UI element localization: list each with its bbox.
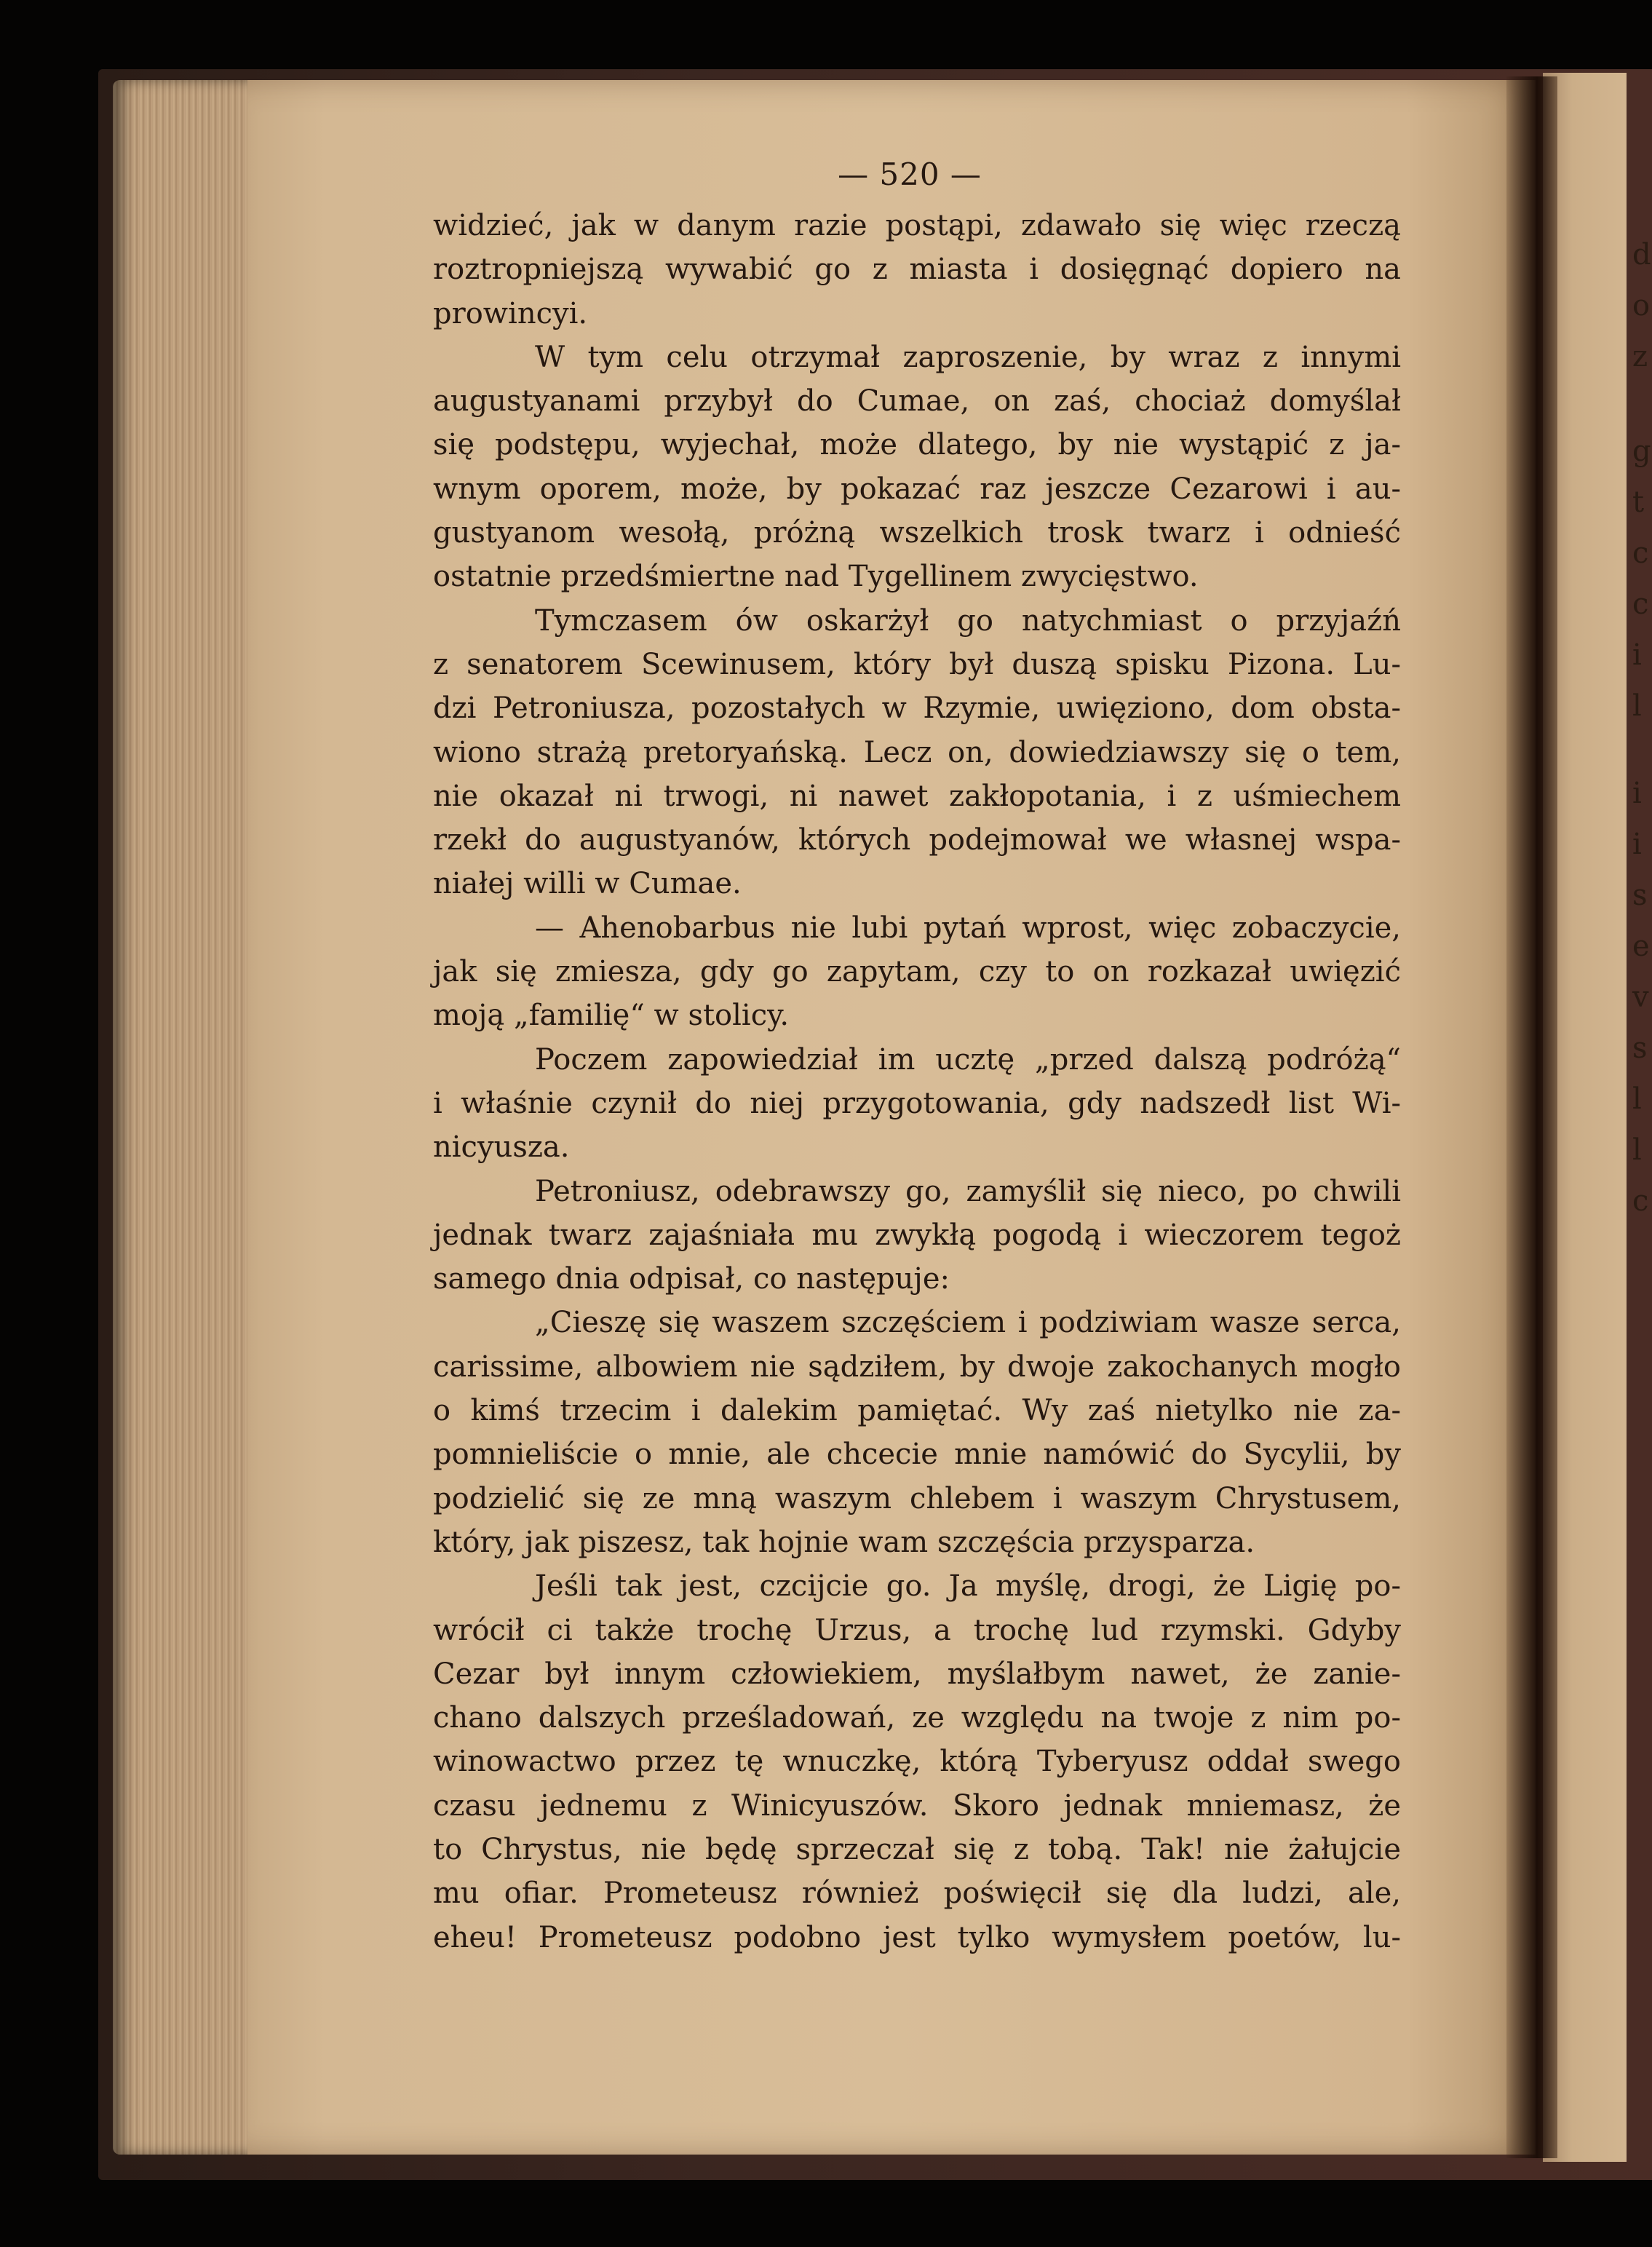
text-line: — Ahenobarbus nie lubi pytań wprost, więc zobaczycie, <box>535 911 1401 945</box>
text-line: winowactwo przez tę wnuczkę, którą Tyberyusz oddał swego <box>433 1745 1401 1779</box>
right-page-letter: v <box>1632 980 1649 1014</box>
text-line: Cezar był innym człowiekiem, myślałbym nawet, że zanie- <box>433 1657 1401 1691</box>
right-page-letter: i <box>1632 777 1642 810</box>
right-page-letter: t <box>1632 486 1645 519</box>
page-text <box>433 153 1401 1959</box>
text-line: „Cieszę się waszem szczęściem i podziwiam wasze serca, <box>535 1306 1401 1340</box>
text-line: niałej willi w Cumae. <box>433 867 742 901</box>
text-line: który, jak piszesz, tak hojnie wam szczęścia przysparza. <box>433 1525 1255 1559</box>
book-gutter <box>1506 76 1557 2158</box>
text-line: prowincyi. <box>433 296 588 330</box>
page-number: — 520 — <box>838 156 982 192</box>
text-line: roztropniejszą wywabić go z miasta i dosięgnąć dopiero na <box>433 253 1401 287</box>
text-line: z senatorem Scewinusem, który był duszą spisku Pizona. Lu- <box>433 647 1401 681</box>
text-lines <box>433 204 1401 1959</box>
text-line: jak się zmiesza, gdy go zapytam, czy to on rozkazał uwięzić <box>433 955 1401 989</box>
right-page-letter: g <box>1632 435 1651 468</box>
right-page-letter: i <box>1632 828 1642 861</box>
right-page-letter: z <box>1632 340 1648 373</box>
text-line: o kimś trzecim i dalekim pamiętać. Wy zaś nietylko nie za- <box>433 1394 1401 1428</box>
right-page-letter: l <box>1632 689 1642 723</box>
text-line: chano dalszych prześladowań, ze względu na twoje z nim po- <box>433 1701 1401 1735</box>
text-line: moją „familię“ w stolicy. <box>433 999 790 1033</box>
text-line: rzekł do augustyanów, których podejmował we własnej wspa- <box>433 823 1401 857</box>
text-line: nicyusza. <box>433 1130 570 1165</box>
text-line: Jeśli tak jest, czcijcie go. Ja myślę, drogi, że Ligię po- <box>535 1569 1401 1604</box>
text-line: mu ofiar. Prometeusz również poświęcił się dla ludzi, ale, <box>433 1877 1401 1911</box>
text-line: jednak twarz zajaśniała mu zwykłą pogodą i wieczorem tegoż <box>433 1218 1401 1252</box>
text-line: augustyanami przybył do Cumae, on zaś, chociaż domyślał <box>433 384 1401 419</box>
text-line: wrócił ci także trochę Urzus, a trochę lud rzymski. Gdyby <box>433 1613 1401 1647</box>
right-page-letter: c <box>1632 536 1649 570</box>
right-page-letter: e <box>1632 930 1650 963</box>
text-line: dzi Petroniusza, pozostałych w Rzymie, uwięziono, dom obsta- <box>433 691 1401 726</box>
text-line: carissime, albowiem nie sądziłem, by dwoje zakochanych mogło <box>433 1350 1401 1384</box>
text-line: podzielić się ze mną waszym chlebem i waszym Chrystusem, <box>433 1481 1401 1515</box>
text-line: czasu jednemu z Winicyuszów. Skoro jednak mniemasz, że <box>433 1788 1401 1823</box>
text-line: to Chrystus, nie będę sprzeczał się z tobą. Tak! nie żałujcie <box>433 1832 1401 1866</box>
text-line: wiono strażą pretoryańską. Lecz on, dowiedziawszy się o tem, <box>433 735 1401 769</box>
text-line: i właśnie czynił do niej przygotowania, gdy nadszedł list Wi- <box>433 1086 1401 1120</box>
text-line: Petroniusz, odebrawszy go, zamyślił się nieco, po chwili <box>535 1174 1401 1208</box>
right-page-letter: c <box>1632 587 1649 621</box>
right-page-letter: c <box>1632 1184 1649 1218</box>
right-page-letter: l <box>1632 1133 1642 1167</box>
text-line: Poczem zapowiedział im ucztę „przed dalszą podróżą“ <box>535 1042 1401 1077</box>
right-page-letter: l <box>1632 1082 1642 1116</box>
text-line: nie okazał ni trwogi, ni nawet zakłopotania, i z uśmiechem <box>433 779 1401 813</box>
text-line: wnym oporem, może, by pokazać raz jeszcze Cezarowi i au- <box>433 472 1401 506</box>
text-line: W tym celu otrzymał zaproszenie, by wraz z innymi <box>535 340 1401 374</box>
text-line: samego dnia odpisał, co następuje: <box>433 1262 950 1296</box>
text-line: Tymczasem ów oskarżył go natychmiast o przyjaźń <box>535 603 1401 638</box>
text-line: się podstępu, wyjechał, może dlatego, by nie wystąpić z ja- <box>433 428 1401 462</box>
right-page-letter: s <box>1632 1031 1648 1065</box>
page-edges <box>113 80 266 2155</box>
right-page-letter: o <box>1632 289 1651 322</box>
text-line: pomnieliście o mnie, ale chcecie mnie namówić do Sycylii, by <box>433 1438 1401 1472</box>
text-line: ostatnie przedśmiertne nad Tygellinem zwycięstwo. <box>433 560 1199 594</box>
text-line: gustyanom wesołą, próżną wszelkich trosk twarz i odnieść <box>433 516 1401 550</box>
text-line: widzieć, jak w danym razie postąpi, zdawało się więc rzeczą <box>433 209 1401 242</box>
right-page-letter: i <box>1632 638 1642 672</box>
right-page-letter: d <box>1632 238 1651 272</box>
text-line: eheu! Prometeusz podobno jest tylko wymysłem poetów, lu- <box>433 1920 1401 1954</box>
right-page-letter: s <box>1632 879 1648 912</box>
